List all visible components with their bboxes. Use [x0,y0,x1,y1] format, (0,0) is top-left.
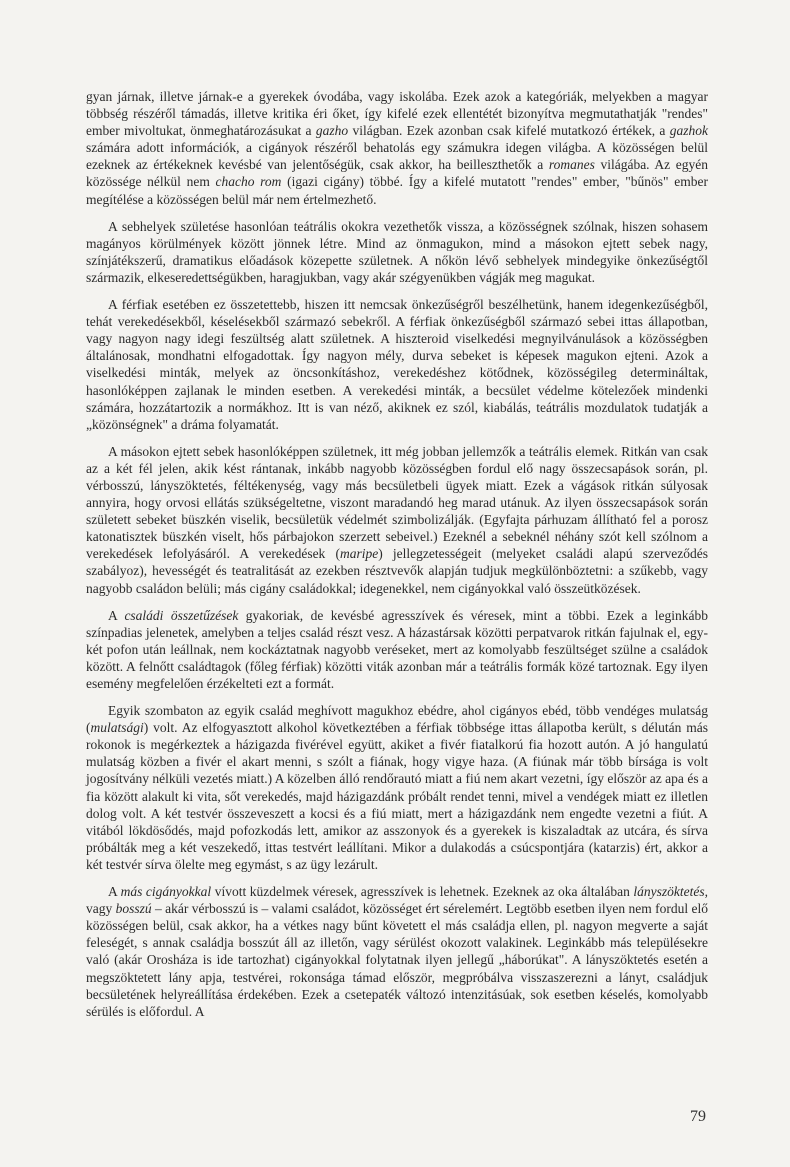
text-run: A [108,884,121,900]
text-run: A férfiak esetében ez összetettebb, hiszen itt nemcsak önkezűségről beszélhetünk, hanem idegenkezűségből, tehát verekedésekből, késelésekből származó sebekről. A férfiak önkezűségből származó sebei ittas állapotban, vagy nagyon nagy idegi feszültség alatt születnek. A hiszteroid viselkedési megnyilvánulások a közösségben általánosak, mondhatni elfogadottak. Így nagyon mély, durva sebeket is képesek magukon ejteni. Azok a viselkedési minták, melyek az öncsonkításhoz, verekedéshez kötődnek, közösségileg determináltak, hasonlóképpen zajlanak le minden esetben. A verekedési minták, a becsület védelme kötelezőek mindenki számára, hozzátartozik a normákhoz. Itt is van néző, akiknek ez szól, kiabálás, teátrális mozdulatok tudatják a „közönségnek" a dráma folyamatát. [86,297,708,432]
text-run: (igazi cigány) többé. Így a kifelé mutatott "rendes" ember, "bűnös" ember megítélése a közösségen belül már nem értelmezhető. [86,174,708,207]
page-number: 79 [690,1108,706,1125]
body-text [86,88,708,1020]
text-run: A sebhelyek születése hasonlóan teátrális okokra vezethetők vissza, a közösségnek szólnak, hiszen sohasem magányos körülmények között jönnek létre. Mind az önmagukon, mind a másokon ejtett sebek nagy, színjátékszerű, dramatikus előadások közepette születnek. A nőkön lévő sebhelyek mindegyike önkezűségtől származik, elkeseredettségükben, haragjukban, vagy akár szégyenükben vágják meg magukat. [86,218,708,285]
text-run: , vagy [86,884,708,917]
italic-term: chacho rom [215,174,282,190]
text-run: világába. Az egyén közössége nélkül nem [86,157,708,190]
text-run: gyakoriak, de kevésbé agresszívek és véresek, mint a többi. Ezek a leginkább színpadias jelenetek, amelyben a teljes család részt vesz. A házastársak közötti perpatvarok ritkán fajulnak el, egy-két pofon után leállnak, nem kockáztatnak nagyobb veréseket, mert az komolyabb feszültséget szülne a családok között. A felnőtt családtagok (főleg férfiak) közötti viták azonban már a teátrális formák közé tartoznak. Egy ilyen esemény megfelelően érzékelteti ezt a formát. [86,607,708,691]
paragraph-7 [86,883,708,1020]
text-run: számára adott információk, a cigányok részéről behatolás egy számukra idegen világba. A közösségen belül ezeknek az értékeknek kevésbé van jelentőségük, csak akkor, ha beilleszthetők a [86,140,708,173]
text-run: Egyik szombaton az egyik család meghívott magukhoz ebédre, ahol cigányos ebéd, több vendéges mulatság ( [86,703,708,736]
paragraph-6 [86,702,708,873]
text-run: ) volt. Az elfogyasztott alkohol következtében a férfiak többsége ittas állapotba került, s délután más rokonok is megérkeztek a házigazda fivérével együtt, akiket a fivér fiatalkorú fia hozott autón. A jó hangulatú mulatság közben a fivér el akart menni, s szólt a fiának, hogy vigye haza. (A fiúnak már több bírsága is volt jogosítvány nélküli vezetés miatt.) A közelben álló rendőrautó miatt a fiú nem akart vezetni, így először az apa és a fia között alakult ki vita, sőt verekedés, majd házigazdánk próbált rendet tenni, mivel a vendégek miatt ez illetlen dolog volt. A két testvér összeveszett a kocsi és a fiú miatt, mert a házigazdánk nem engedte vezetni a fiút. A vitából lökdösődés, majd pofozkodás lett, amikor az asszonyok és a gyerekek is kiszaladtak az utcára, és sírva próbálták meg a két veszekedő, ittas testvért leállítani. Mikor a dulakodás a csúcspontjára (katarzis) ért, akkor a két testvér sírva ölelte meg egymást, s az ügy lezárult. [86,720,708,872]
italic-term: gazhok [669,123,708,139]
paragraph-1 [86,88,708,208]
paragraph-3 [86,296,708,433]
text-run: A [108,607,125,623]
paragraph-4 [86,443,708,597]
italic-term: bosszú [115,901,152,917]
italic-term: romanes [548,157,595,173]
italic-term: más cigányokkal [120,884,212,900]
text-run: ) jellegzetességeit (melyeket családi alapú szerveződés szabályoz), hevességét és teatralitását az ezekben résztvevők alapján tudjuk megkülönböztetni: a szűkebb, vagy nagyobb családon belüli; más cigány családokkal; idegenekkel, nem cigányokkal való összeütközések. [86,546,708,596]
text-run: A másokon ejtett sebek hasonlóképpen születnek, itt még jobban jellemzők a teátrális elemek. Ritkán van csak az a két fél jelen, akik kést rántanak, inkább nagyobb közösségben fordul elő nagy összecsapások során, pl. vérbosszú, lányszöktetés, féltékenység, vagy más becsületbeli ügyek miatt. Ezek a vágások ritkán súlyosak annyira, hogy orvosi ellátás szükségeltetne, viszont maradandó heg marad utánuk. Az ilyen összecsapások során született sebeket büszkén viselik, becsületük védelmét szimbolizálják. (Egyfajta párhuzam állítható fel a porosz katonatisztek büszkén viselt, hős párbajokon szerzett sebeivel.) Ezeknél a sebeknél néhány szót kell szólnom a verekedések lefolyásáról. A verekedések ( [86,443,708,562]
text-run: világban. Ezek azonban csak kifelé mutatkozó értékek, a [348,123,670,139]
paragraph-5 [86,607,708,692]
text-run: – akár vérbosszú is – valami családot, közösséget ért sérelemért. Legtöbb esetben ilyen nem fordul elő közösségen belül, csak akkor, ha a vétkes nagy bűnt követett el más családja ellen, pl. nagyon megverte a saját feleségét, s annak családja bosszút áll az illetőn, vagy sérülést okozott valakinek. Leginkább más településekre való (akár Orosháza is ide tartozhat) cigányokkal folytatnak ilyen jellegű „háborúkat". A lányszöktetés esetén a megszöktetett lány apja, testvérei, rokonsága támad először, megpróbálva visszaszerezni a lányt, családjuk becsületének helyreállítása érdekében. Ezek a csetepaték változó intenzitásúak, sok esetben késelés, komolyabb sérülés is előfordul. A [86,901,708,1019]
italic-term: maripe [340,546,379,562]
italic-term: mulatsági [90,720,144,736]
italic-term: lányszöktetés [633,884,705,900]
paragraph-2 [86,218,708,286]
text-run: vívott küzdelmek véresek, agresszívek is lehetnek. Ezeknek az oka általában [211,884,634,900]
text-run: gyan járnak, illetve járnak-e a gyerekek óvodába, vagy iskolába. Ezek azok a kategóriák, melyekben a magyar többség részéről támadás, illetve kritika éri őket, így kifelé ezek ellentétét bizonyítva megmutathatják "rendes" ember mivoltukat, önmeghatározásukat a [86,89,708,139]
italic-term: családi összetűzések [124,607,239,623]
italic-term: gazho [315,123,349,139]
